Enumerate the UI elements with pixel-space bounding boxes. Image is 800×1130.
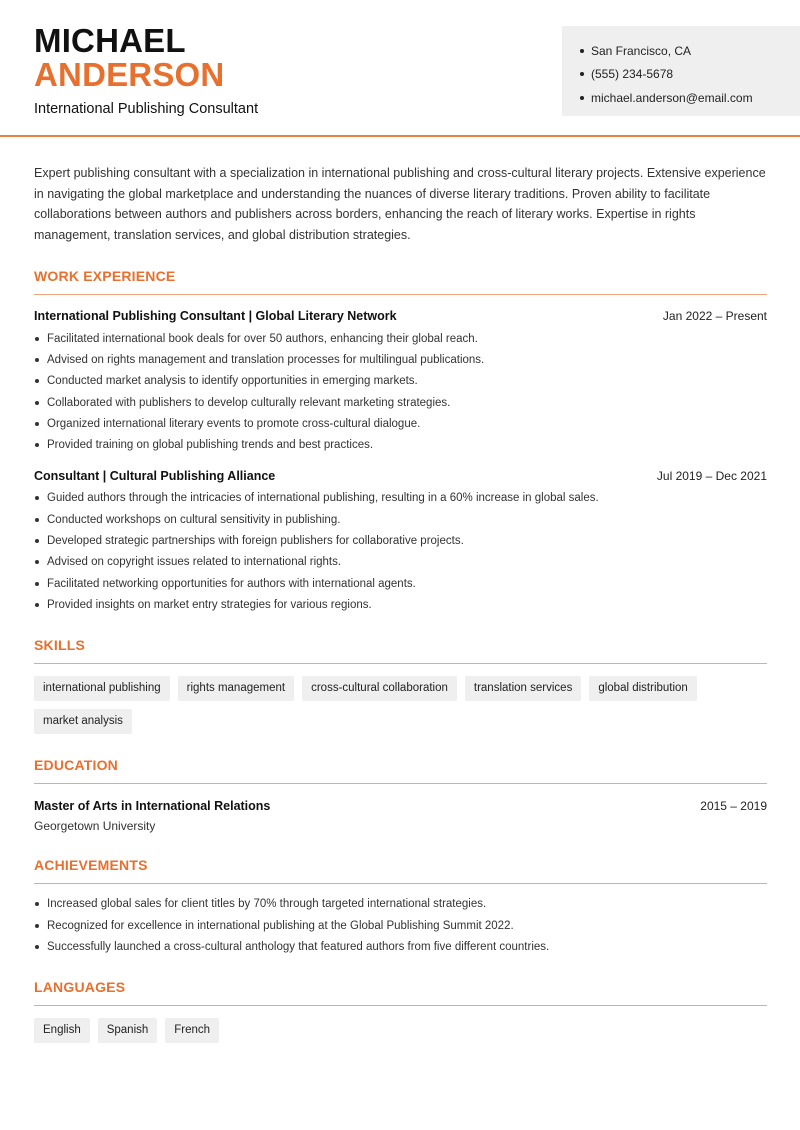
job-bullets bbox=[34, 328, 767, 456]
achievements-list bbox=[34, 894, 767, 958]
list-item bbox=[34, 894, 767, 915]
education-section bbox=[34, 757, 767, 833]
list-item bbox=[34, 573, 767, 594]
education-section-title: EDUCATION bbox=[34, 757, 767, 784]
list-item bbox=[34, 552, 767, 573]
contact-location bbox=[580, 39, 800, 63]
list-item-text: Facilitated networking opportunities for authors with international agents. bbox=[47, 577, 416, 590]
list-item bbox=[34, 371, 767, 392]
list-item-text: Provided training on global publishing trends and best practices. bbox=[47, 439, 374, 452]
job-header bbox=[34, 469, 767, 483]
list-item-text: Developed strategic partnerships with foreign publishers for collaborative projects. bbox=[47, 535, 464, 548]
summary: Expert publishing consultant with a specialization in international publishing and cross-cultural literary projects. Extensive experience in navigating the global marketplace and understanding the nuances of diverse literary traditions. Proven ability to facilitate collaborations between authors and publishers across borders, enhancing the reach of literary works. Expertise in rights management, translation services, and global distribution strategies. bbox=[34, 166, 766, 242]
bullet-icon bbox=[35, 401, 39, 405]
list-item-text: Advised on rights management and translation processes for multilingual publications. bbox=[47, 353, 485, 366]
bullet-icon bbox=[580, 72, 584, 76]
skills-section-title: SKILLS bbox=[34, 637, 767, 664]
bullet-icon bbox=[35, 603, 39, 607]
bullet-icon bbox=[35, 539, 39, 543]
job-role: International Publishing Consultant bbox=[34, 101, 259, 117]
list-item-text: Advised on copyright issues related to international rights. bbox=[47, 556, 342, 569]
list-item bbox=[34, 936, 767, 957]
job-title: International Publishing Consultant | Global Literary Network bbox=[34, 309, 397, 323]
bullet-icon bbox=[35, 560, 39, 564]
bullet-icon bbox=[35, 443, 39, 447]
bullet-icon bbox=[580, 49, 584, 53]
skills-tags bbox=[34, 676, 767, 734]
contact-email bbox=[580, 86, 800, 110]
list-item bbox=[34, 392, 767, 413]
name-block bbox=[34, 24, 258, 117]
bullet-icon bbox=[35, 337, 39, 341]
contact-location-text: San Francisco, CA bbox=[591, 43, 692, 58]
list-item bbox=[34, 328, 767, 349]
achievements-section bbox=[34, 857, 767, 958]
job-entry bbox=[34, 469, 767, 616]
job-date: Jul 2019 – Dec 2021 bbox=[656, 468, 767, 483]
bullet-icon bbox=[35, 924, 39, 928]
bullet-icon bbox=[580, 96, 584, 100]
skill-tag: international publishing bbox=[34, 676, 170, 701]
list-item bbox=[34, 509, 767, 530]
job-bullets bbox=[34, 488, 767, 616]
degree-title: Master of Arts in International Relations bbox=[34, 798, 271, 813]
language-tag: French bbox=[165, 1018, 219, 1043]
skill-tag: rights management bbox=[178, 676, 294, 701]
resume-header bbox=[0, 0, 800, 137]
list-item-text: Organized international literary events to promote cross-cultural dialogue. bbox=[47, 417, 421, 430]
list-item-text: Facilitated international book deals for over 50 authors, enhancing their global reach. bbox=[47, 332, 478, 345]
job-header bbox=[34, 309, 767, 323]
language-tag: English bbox=[34, 1018, 90, 1043]
bullet-icon bbox=[35, 902, 39, 906]
achievements-section-title: ACHIEVEMENTS bbox=[34, 857, 767, 884]
languages-section bbox=[34, 979, 767, 1043]
skills-section bbox=[34, 637, 767, 734]
skill-tag: market analysis bbox=[34, 709, 132, 734]
education-header bbox=[34, 799, 767, 813]
bullet-icon bbox=[35, 422, 39, 426]
list-item-text: Successfully launched a cross-cultural anthology that featured authors from five different countries. bbox=[47, 940, 550, 953]
list-item-text: Collaborated with publishers to develop culturally relevant marketing strategies. bbox=[47, 396, 451, 409]
list-item bbox=[34, 413, 767, 434]
bullet-icon bbox=[35, 582, 39, 586]
school-name: Georgetown University bbox=[34, 818, 156, 833]
bullet-icon bbox=[35, 496, 39, 500]
language-tag: Spanish bbox=[98, 1018, 158, 1043]
job-entry bbox=[34, 309, 767, 456]
work-section bbox=[34, 268, 767, 616]
job-title: Consultant | Cultural Publishing Alliance bbox=[34, 468, 276, 483]
list-item-text: Guided authors through the intricacies of international publishing, resulting in a 60% increase in global sales. bbox=[47, 492, 599, 505]
list-item-text: Conducted market analysis to identify opportunities in emerging markets. bbox=[47, 375, 418, 388]
list-item bbox=[34, 488, 767, 509]
last-name: ANDERSON bbox=[34, 56, 225, 93]
list-item-text: Conducted workshops on cultural sensitivity in publishing. bbox=[47, 513, 341, 526]
contact-phone bbox=[580, 63, 800, 87]
first-name: MICHAEL bbox=[34, 22, 186, 59]
education-date: 2015 – 2019 bbox=[700, 798, 767, 813]
contact-box bbox=[562, 26, 800, 116]
job-date: Jan 2022 – Present bbox=[662, 309, 767, 323]
skill-tag: translation services bbox=[465, 676, 581, 701]
list-item-text: Increased global sales for client titles by 70% through targeted international strategies. bbox=[47, 898, 487, 911]
list-item bbox=[34, 349, 767, 370]
contact-email-text[interactable]: michael.anderson@email.com bbox=[591, 90, 753, 105]
resume-content bbox=[34, 163, 767, 1043]
bullet-icon bbox=[35, 358, 39, 362]
work-section-title: WORK EXPERIENCE bbox=[34, 268, 767, 295]
bullet-icon bbox=[35, 379, 39, 383]
languages-tags bbox=[34, 1018, 767, 1043]
list-item bbox=[34, 530, 767, 551]
languages-section-title: LANGUAGES bbox=[34, 979, 767, 1006]
contact-phone-text: (555) 234-5678 bbox=[591, 67, 674, 82]
list-item-text: Provided insights on market entry strategies for various regions. bbox=[47, 598, 372, 611]
list-item bbox=[34, 915, 767, 936]
skill-tag: global distribution bbox=[589, 676, 697, 701]
bullet-icon bbox=[35, 518, 39, 522]
list-item bbox=[34, 594, 767, 615]
skill-tag: cross-cultural collaboration bbox=[302, 676, 457, 701]
education-entry bbox=[34, 799, 767, 833]
list-item-text: Recognized for excellence in international publishing at the Global Publishing Summit 2022. bbox=[47, 919, 514, 932]
bullet-icon bbox=[35, 945, 39, 949]
list-item bbox=[34, 434, 767, 455]
